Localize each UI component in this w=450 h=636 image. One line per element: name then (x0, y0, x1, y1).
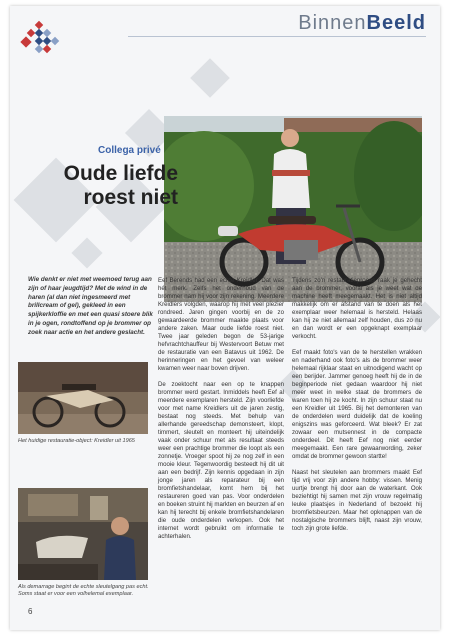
magazine-title-part2: Beeld (366, 12, 426, 34)
paragraph: Naast het sleutelen aan brommers maakt Eef tijd vrij voor zijn andere hobby: vissen. Menig uurtje brengt hij door aan de waterkant. Ook beziehtigt hij samen met zijn vrouw regelmatig leuke plaatsjes in Nederland of bezoekt hij bromfietsbeurzen. Maar het opknappen van de nostalgische brommers blijft, naast zijn vrouw, toch zijn grote liefde. (292, 469, 422, 532)
paragraph: Tijdens zo'n restauratieproces raak je gehecht aan de brommer, vooral als je weet wat de machine heeft meegemaakt. Het is niet altijd makkelijk om er afstand van te doen als het exemplaar weer helemaal is hersteld. Helaas kan hij ze niet allemaal zelf houden, dus zo nu en dan wordt er een opgeknapt exemplaar verkocht. (292, 277, 422, 340)
page-number: 6 (28, 607, 33, 616)
magazine-logo (22, 22, 58, 58)
article-column-3 (292, 277, 422, 541)
magazine-page (10, 6, 440, 630)
decor-diamond (190, 58, 230, 98)
photo-kreidler-1965 (18, 362, 148, 434)
caption-photo-2: Als demarrage begint de echte sleutelgang pas echt. Soms staat er voor een volhelemal exemplaar. (18, 584, 149, 597)
article-column-2 (158, 277, 284, 549)
magazine-title-part1: Binnen (298, 12, 367, 34)
main-photo-man-with-moped (164, 116, 422, 302)
paragraph: De zoektocht naar een op te knappen brommer werd gestart. Inmiddels heeft Eef al meerdere exemplaren hersteld. Zijn voorliefde voor met name Kreidlers uit de jaren zestig, bestaat nog steeds. Met behulp van allerhande gereedschap demonsteert, klopt, timmert, sleutelt en monteert hij uiteindelijk vaak onder schuur met als resultaat steeds weer een prachtige brommer die loopt als een zonnetje. Vroeger spoot hij ze nog zelf in een mooie kleur. Tegenwoordig besteedt hij dit uit aan een bedrijf. Zijn kennis opgedaan in zijn jonge jaren als reparateur bij een bromfietshandelaar, komt hem bij het restaureren goed van pas. Voor onderdelen en boeken struint hij markten en beurzen af en kan hij terecht bij enkele bromfietshandelaren die oude onderdelen verkopen. Ook het internet wordt gebruikt om informatie te achterhalen. (158, 381, 284, 540)
caption-photo-1: Het huidige restauratie-object: Kreidler uit 1965 (18, 438, 135, 444)
header-rule (128, 36, 426, 37)
article-kicker: Collega privé (98, 145, 161, 156)
photo-workshop (18, 488, 148, 580)
article-intro: Wie denkt er niet met weemoed terug aan zijn of haar jeugdtijd? Met de wind in de haren (al dan niet ingesmeerd met brillcream of gel), gekleed in een spijkerkloffie en met een quasi stoere blik in je ogen, rondtoffend op je brommer op zoek naar actie en het andere geslacht. (28, 276, 153, 336)
paragraph: Eef maakt foto's van de te herstellen wrakken en naderhand ook foto's als de brommer weer helemaal rijklaar staat en uitnodigend wacht op een berijder. Jammer genoeg heeft hij de in de beginperiode niet gedaan waardoor hij niet meer weet in welke staat de brommers de waren toen hij ze kocht. In zijn schuur staat nu een Kreidler uit 1965. Bij het demonteren van de onderdelen werd duidelijk dat de koeling enigszins was geforceerd. Wat bleek? Er zat zowaar een mutsennest in de compacte onderdeel. Dit heeft Eef nog niet eerder meegemaakt. Een rare gewaarwording, zeker omdat de brommer gewoon startte! (292, 349, 422, 460)
article-headline: Oude liefde roest niet (63, 162, 178, 209)
paragraph: Eef Berends had een echte Kreidler. Dat was hét merk. Zelfs het onderhoud van de brommer nam hij voor zijn rekening. Meerdere Kreidlers volgden, waarop hij met veel plezier rondreed. Jaren gingen voorbij en de zo gewaardeerde brommer maakte plaats voor andere zaken. Maar oude liefde roest niet. Twee jaar geleden begon de 53-jarige hefvrachtchauffeur bij Westervoort Betuw met de restauratie van een Batavus uit 1962. De herinneringen en het gevoel van weleer kwamen weer naar boven drijven. (158, 277, 284, 372)
decor-diamond (71, 237, 102, 268)
magazine-title (298, 12, 426, 35)
